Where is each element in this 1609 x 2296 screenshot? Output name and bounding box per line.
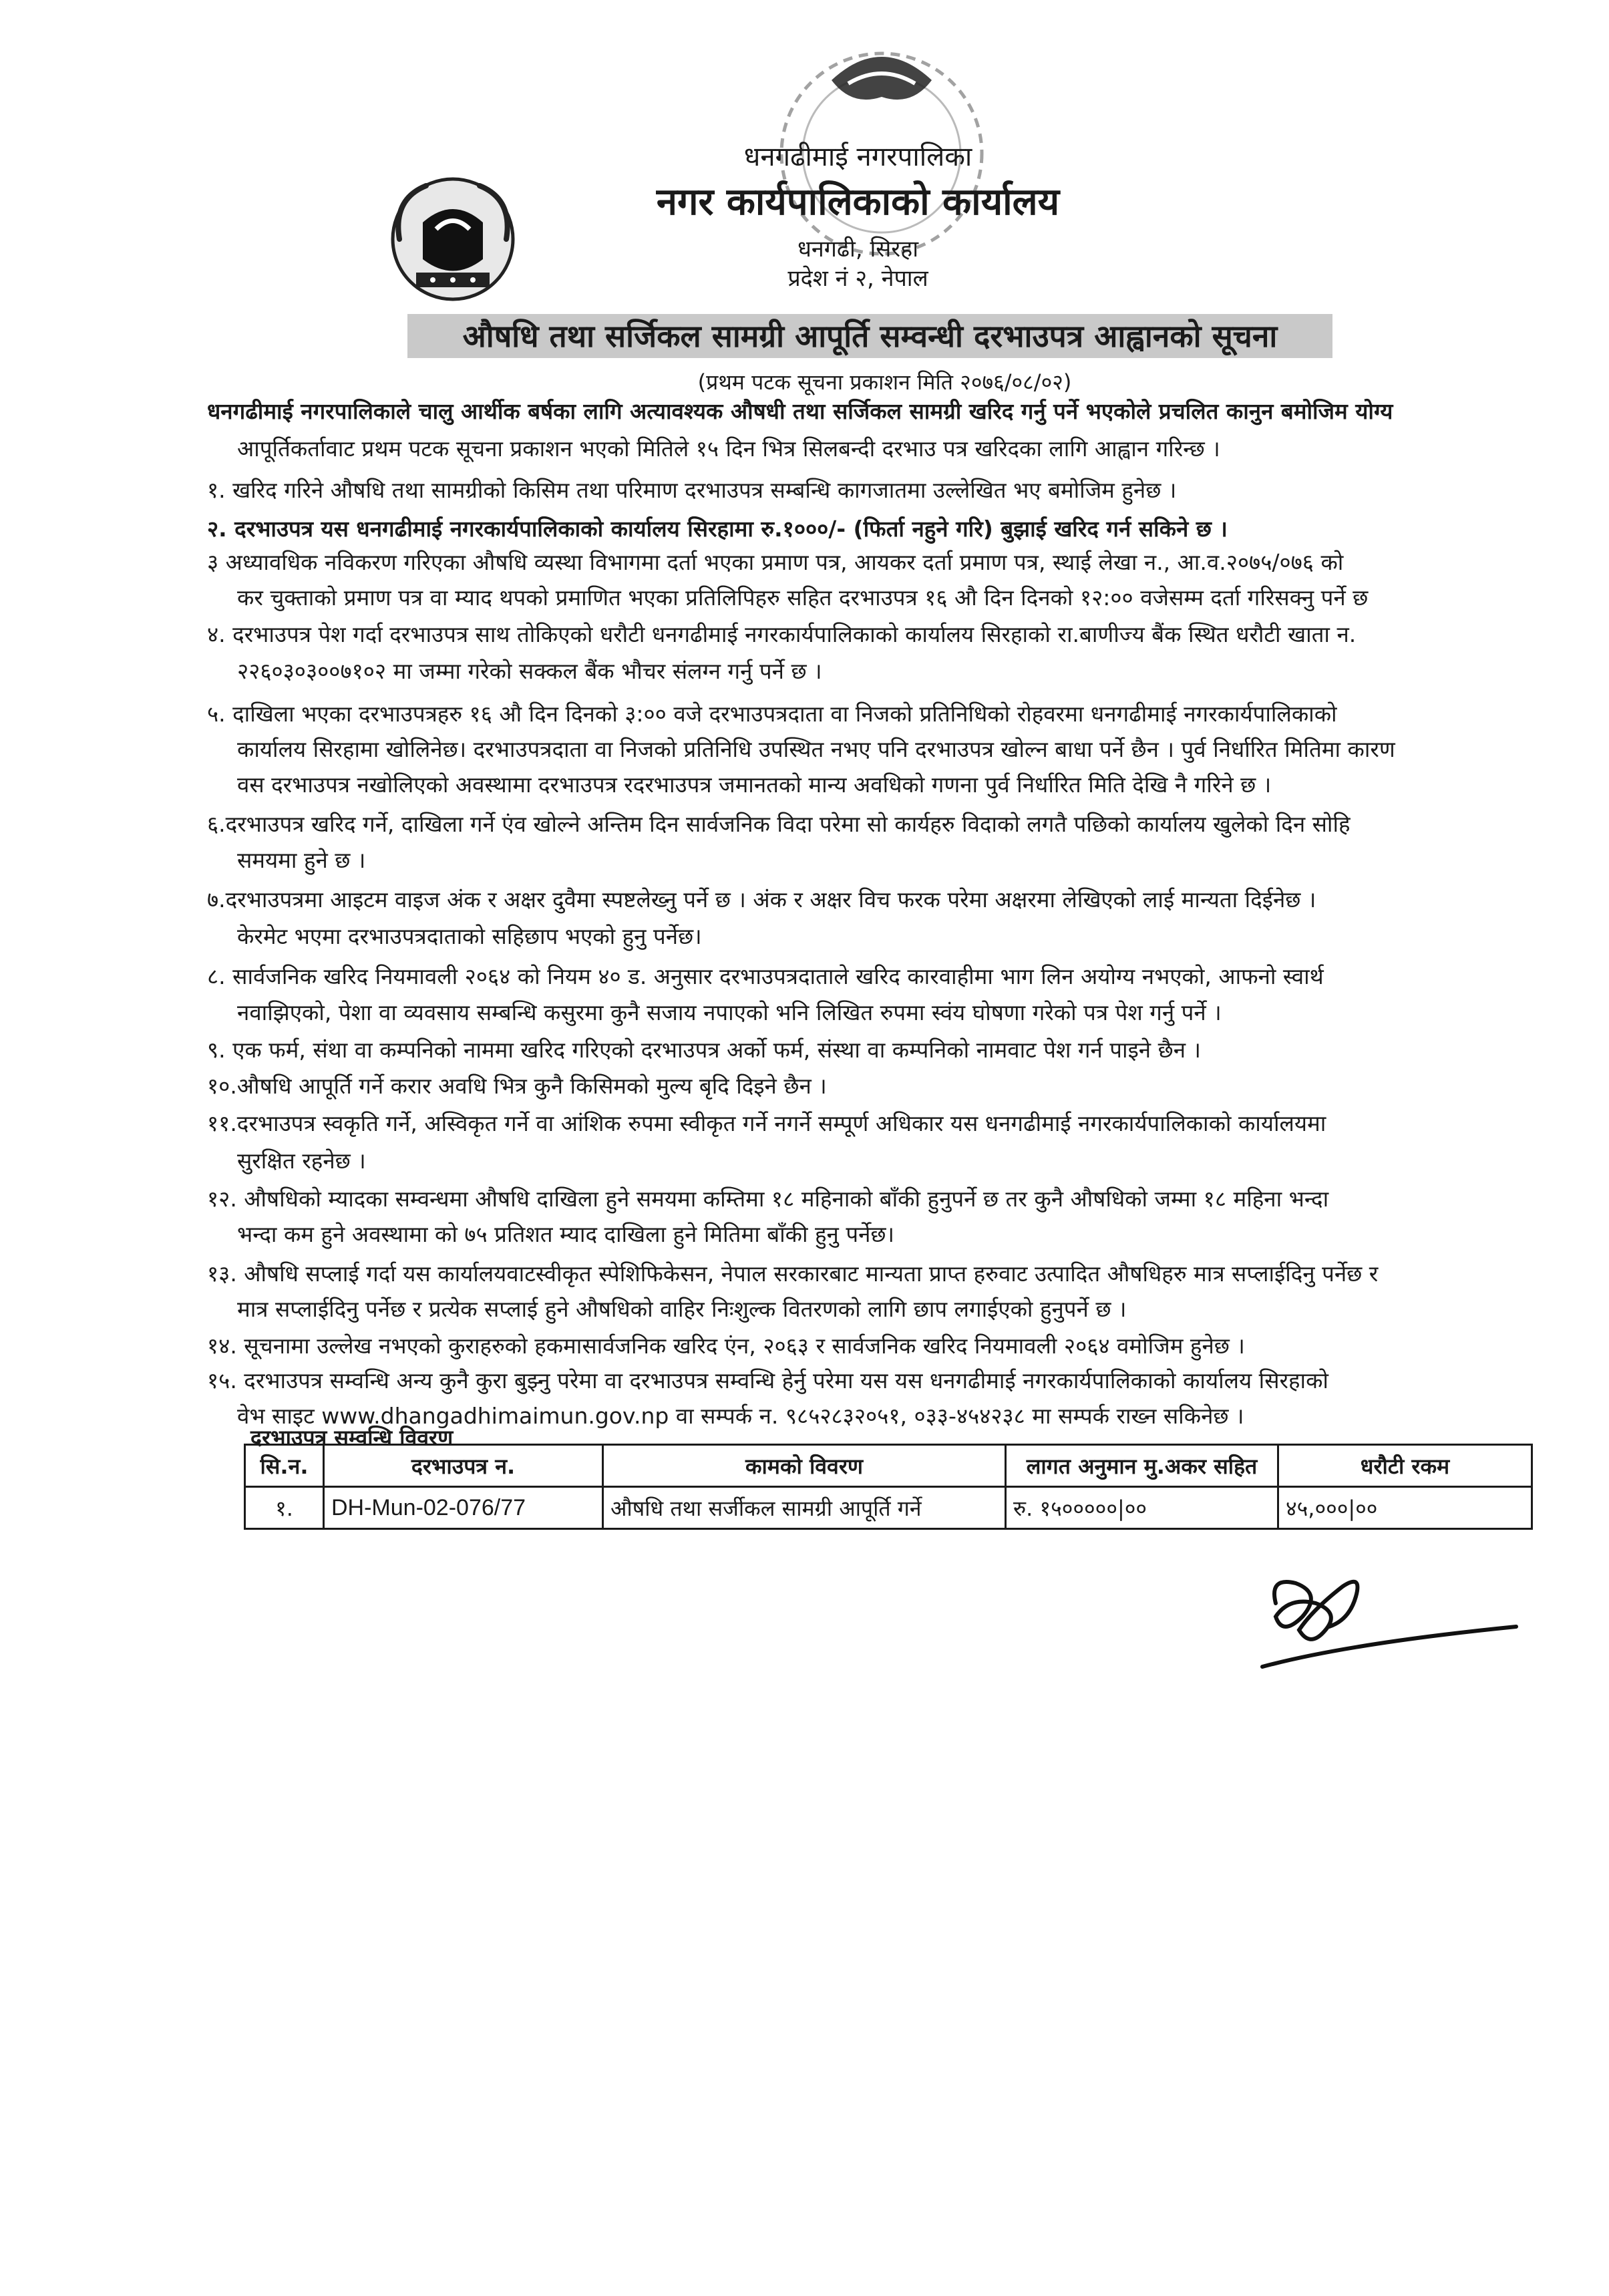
- intro-line-2: आपूर्तिकर्तावाट प्रथम पटक सूचना प्रकाशन भएको मितिले १५ दिन भित्र सिलबन्दी दरभाउ पत्र खरिदका लागि आह्वान गरिन्छ ।: [237, 436, 1220, 462]
- clause-4-line-2: २२६०३०३००७१०२ मा जम्मा गरेको सक्कल बैंक भौचर संलग्न गर्नु पर्ने छ ।: [237, 658, 822, 684]
- clause-7-line-1: ७.दरभाउपत्रमा आइटम वाइज अंक र अक्षर दुवैमा स्पष्टलेख्नु पर्ने छ । अंक र अक्षर विच फरक परेमा अक्षरमा लेखिएको लाई मान्यता दिईनेछ ।: [207, 886, 1316, 913]
- cell-work-description: औषधि तथा सर्जीकल सामग्री आपूर्ति गर्ने: [603, 1487, 1006, 1529]
- table-header-row: [245, 1445, 1532, 1487]
- clause-11-line-2: सुरक्षित रहनेछ ।: [237, 1148, 366, 1174]
- clause-12-line-2: भन्दा कम हुने अवस्थामा को ७५ प्रतिशत म्याद दाखिला हुने मितिमा बाँकी हुनु पर्नेछ।: [237, 1221, 895, 1247]
- col-work-description: कामको विवरण: [603, 1445, 1006, 1487]
- col-cost-estimate: लागत अनुमान मु.अकर सहित: [1006, 1445, 1278, 1487]
- cell-deposit: ४५,०००|००: [1278, 1487, 1532, 1529]
- clause-6-line-1: ६.दरभाउपत्र खरिद गर्ने, दाखिला गर्ने एंव खोल्ने अन्तिम दिन सार्वजनिक विदा परेमा सो कार्यहरु विदाको लगतै पछिको कार्यालय खुलेको दिन सोहि: [207, 811, 1351, 837]
- clause-4-line-1: ४. दरभाउपत्र पेश गर्दा दरभाउपत्र साथ तोकिएको धरौटी धनगढीमाई नगरकार्यपालिकाको कार्यालय सिरहाको रा.बाणीज्य बैंक स्थित धरौटी खाता न.: [207, 621, 1357, 647]
- clause-11-line-1: ११.दरभाउपत्र स्वकृति गर्ने, अस्विकृत गर्ने वा आंशिक रुपमा स्वीकृत गर्ने नगर्ने सम्पूर्ण अधिकार यस धनगढीमाई नगरकार्यपालिकाको कार्यालयमा: [207, 1110, 1326, 1136]
- clause-10: १०.औषधि आपूर्ति गर्ने करार अवधि भित्र कुनै किसिमको मुल्य बृदि दिइने छैन ।: [207, 1073, 827, 1099]
- signature: [1249, 1563, 1530, 1683]
- table-caption: दरभाउपत्र सम्वन्धि विवरण: [250, 1425, 454, 1450]
- clause-5-line-1: ५. दाखिला भएका दरभाउपत्रहरु १६ औ दिन दिनको ३:०० वजे दरभाउपत्रदाता वा निजको प्रतिनिधिको रोहवरमा धनगढीमाई नगरकार्यपालिकाको: [207, 701, 1337, 727]
- clause-13-line-1: १३. औषधि सप्लाई गर्दा यस कार्यालयवाटस्वीकृत स्पेशिफिकेसन, नेपाल सरकारबाट मान्यता प्राप्त हरुवाट उत्पादित औषधिहरु मात्र सप्लाईदिनु पर्नेछ र: [207, 1261, 1379, 1287]
- clause-2: २. दरभाउपत्र यस धनगढीमाई नगरकार्यपालिकाको कार्यालय सिरहामा रु.१०००/- (फिर्ता नहुने गरि) बुझाई खरिद गर्न सकिने छ ।: [207, 516, 1228, 542]
- clause-1: १. खरिद गरिने औषधि तथा सामग्रीको किसिम तथा परिमाण दरभाउपत्र सम्बन्धि कागजातमा उल्लेखित भए बमोजिम हुनेछ ।: [207, 477, 1177, 503]
- notice-subtitle: (प्रथम पटक सूचना प्रकाशन मिति २०७६/०८/०२): [697, 369, 1072, 395]
- notice-title: औषधि तथा सर्जिकल सामग्री आपूर्ति सम्वन्धी दरभाउपत्र आह्वानको सूचना: [407, 314, 1332, 358]
- col-bid-number: दरभाउपत्र न.: [324, 1445, 603, 1487]
- clause-15-line-1: १५. दरभाउपत्र सम्वन्धि अन्य कुनै कुरा बुझ्नु परेमा वा दरभाउपत्र सम्वन्धि हेर्नु परेमा यस यस धनगढीमाई नगरकार्यपालिकाको कार्यालय सिरहाको: [207, 1367, 1328, 1393]
- intro-line-1: धनगढीमाई नगरपालिकाले चालु आर्थीक बर्षका लागि अत्यावश्यक औषधी तथा सर्जिकल सामग्री खरिद गर्नु पर्ने भएकोले प्रचलित कानुन बमोजिम योग्य: [207, 398, 1393, 424]
- clause-13-line-2: मात्र सप्लाईदिनु पर्नेछ र प्रत्येक सप्लाई हुने औषधिको वाहिर निःशुल्क वितरणको लागि छाप लगाईएको हुनुपर्ने छ ।: [237, 1296, 1127, 1322]
- cell-cost-estimate: रु. १५०००००|००: [1006, 1487, 1278, 1529]
- col-deposit: धरौटी रकम: [1278, 1445, 1532, 1487]
- office-address: धनगढी, सिरहा: [797, 236, 919, 263]
- clause-12-line-1: १२. औषधिको म्यादका सम्वन्धमा औषधि दाखिला हुने समयमा कम्तिमा १८ महिनाको बाँकी हुनुपर्ने छ तर कुनै औषधिको जम्मा १८ महिना भन्दा: [207, 1186, 1329, 1212]
- cell-serial: १.: [245, 1487, 324, 1529]
- clause-5-line-3: वस दरभाउपत्र नखोलिएको अवस्थामा दरभाउपत्र रदरभाउपत्र जमानतको मान्य अवधिको गणना पुर्व निर्धारित मिति देखि नै गरिने छ ।: [237, 772, 1272, 798]
- bid-details-table: [244, 1444, 1533, 1530]
- clause-9: ९. एक फर्म, संथा वा कम्पनिको नाममा खरिद गरिएको दरभाउपत्र अर्को फर्म, संस्था वा कम्पनिको नामवाट पेश गर्न पाइने छैन ।: [207, 1037, 1202, 1063]
- clause-8-line-1: ८. सार्वजनिक खरिद नियमावली २०६४ को नियम ४० ड. अनुसार दरभाउपत्रदाताले खरिद कारवाहीमा भाग लिन अयोग्य नभएको, आफनो स्वार्थ: [207, 963, 1324, 989]
- col-serial: सि.न.: [245, 1445, 324, 1487]
- clause-8-line-2: नवाझिएको, पेशा वा व्यवसाय सम्बन्धि कसुरमा कुनै सजाय नपाएको भनि लिखित रुपमा स्वंय घोषणा गरेको पत्र पेश गर्नु पर्ने ।: [237, 999, 1222, 1025]
- province-line: प्रदेश नं २, नेपाल: [787, 265, 928, 292]
- table-row: [245, 1487, 1532, 1529]
- municipality-name: धनगढीमाई नगरपालिका: [743, 142, 972, 172]
- clause-15-line-2: वेभ साइट www.dhangadhimaimun.gov.np वा सम्पर्क न. ९८५२८३२०५१, ०३३-४५४२३८ मा सम्पर्क राख्न सकिनेछ ।: [237, 1403, 1244, 1429]
- clause-5-line-2: कार्यालय सिरहामा खोलिनेछ। दरभाउपत्रदाता वा निजको प्रतिनिधि उपस्थित नभए पनि दरभाउपत्र खोल्न बाधा पर्ने छैन । पुर्व निर्धारित मितिमा कारण: [237, 736, 1395, 762]
- clause-3-line-2: कर चुक्ताको प्रमाण पत्र वा म्याद थपको प्रमाणित भएका प्रतिलिपिहरु सहित दरभाउपत्र १६ औ दिन दिनको १२:०० वजेसम्म दर्ता गरिसक्नु पर्ने छ: [237, 585, 1369, 611]
- office-name: नगर कार्यपालिकाको कार्यालय: [656, 180, 1060, 224]
- clause-3-line-1: ३ अध्यावधिक नविकरण गरिएका औषधि व्यस्था विभागमा दर्ता भएका प्रमाण पत्र, आयकर दर्ता प्रमाण पत्र, स्थाई लेखा न., आ.व.२०७५/०७६ को: [207, 549, 1344, 575]
- clause-7-line-2: केरमेट भएमा दरभाउपत्रदाताको सहिछाप भएको हुनु पर्नेछ।: [237, 923, 702, 949]
- cell-bid-number: DH-Mun-02-076/77: [324, 1487, 603, 1529]
- clause-6-line-2: समयमा हुने छ ।: [237, 847, 366, 873]
- clause-14: १४. सूचनामा उल्लेख नभएको कुराहरुको हकमासार्वजनिक खरिद एंन, २०६३ र सार्वजनिक खरिद नियमावली २०६४ वमोजिम हुनेछ ।: [207, 1333, 1245, 1359]
